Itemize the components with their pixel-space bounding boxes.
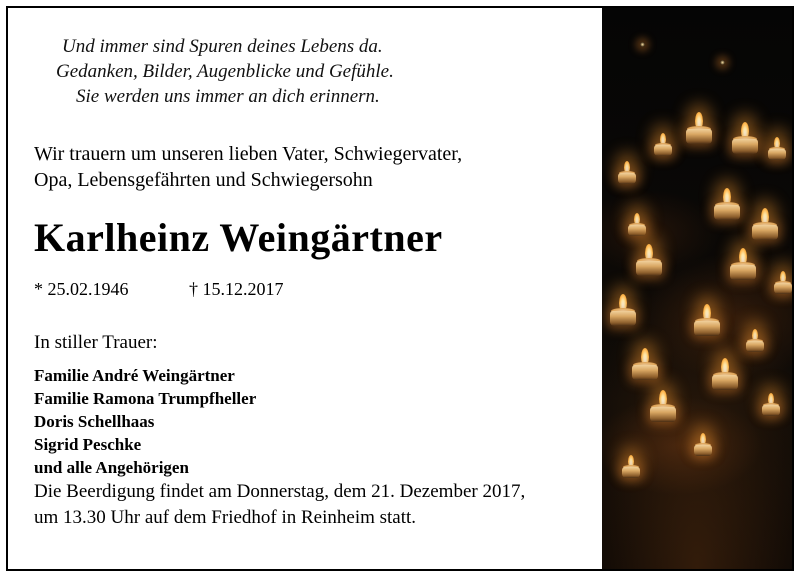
verse-line-1: Und immer sind Spuren deines Lebens da. [62, 36, 383, 57]
survivors-list [34, 364, 576, 479]
deceased-name: Karlheinz Weingärtner [34, 215, 443, 260]
funeral-details [34, 479, 525, 531]
intro-line-1: Wir trauern um unseren lieben Vater, Schwiegervater, [34, 143, 463, 165]
funeral-line-2: um 13.30 Uhr auf dem Friedhof in Reinheim statt. [34, 507, 417, 528]
survivor-item: Familie Ramona Trumpfheller [34, 389, 257, 408]
verse-line-2: Gedanken, Bilder, Augenblicke und Gefühle. [56, 61, 394, 82]
obituary-frame [6, 6, 794, 571]
mourning-label: In stiller Trauer: [34, 332, 158, 353]
survivor-item: Familie André Weingärtner [34, 366, 235, 385]
memorial-verse [34, 34, 576, 109]
verse-line-3: Sie werden uns immer an dich erinnern. [76, 86, 380, 107]
candles-photo [602, 8, 792, 569]
birth-date: * 25.02.1946 [34, 279, 129, 299]
obituary-text-column [8, 8, 602, 569]
intro-text [34, 141, 576, 193]
funeral-line-1: Die Beerdigung findet am Donnerstag, dem 21. Dezember 2017, [34, 481, 526, 502]
spark-icon [640, 42, 645, 47]
death-date: † 15.12.2017 [189, 279, 284, 299]
survivor-item: Sigrid Peschke [34, 435, 142, 454]
intro-line-2: Opa, Lebensgefährten und Schwiegersohn [34, 169, 373, 191]
survivor-item: Doris Schellhaas [34, 412, 155, 431]
spark-icon [720, 60, 725, 65]
life-dates [34, 279, 576, 300]
survivor-item: und alle Angehörigen [34, 458, 189, 477]
